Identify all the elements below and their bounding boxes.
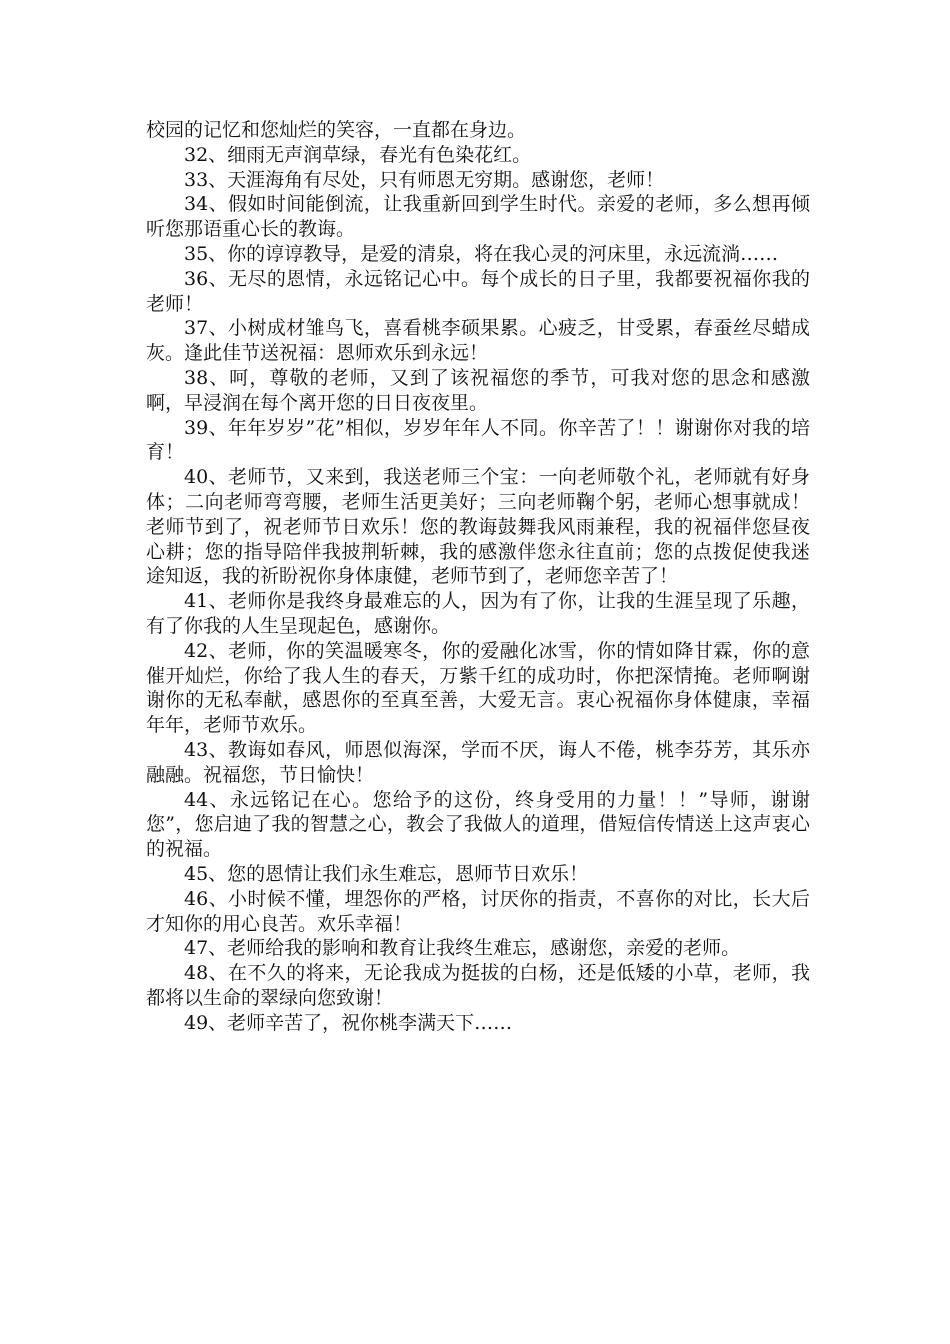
paragraph-43: 43、教诲如春风，师恩似海深，学而不厌，诲人不倦，桃李芬芳，其乐亦融融。祝福您，节日愉快！: [146, 738, 810, 786]
paragraph-41: 41、老师你是我终身最难忘的人，因为有了你，让我的生涯呈现了乐趣，有了你我的人生呈现起色，感谢你。: [146, 590, 810, 637]
paragraph-46: 46、小时候不懂，埋怨你的严格，讨厌你的指责，不喜你的对比，长大后才知你的用心良苦。欢乐幸福！: [146, 887, 810, 935]
paragraph-48: 48、在不久的将来，无论我成为挺拔的白杨，还是低矮的小草，老师，我都将以生命的翠绿向您致谢！: [146, 962, 810, 1009]
document-body: [146, 118, 810, 1035]
paragraph-49: 49、老师辛苦了，祝你桃李满天下……: [184, 1011, 513, 1034]
paragraph-34: 34、假如时间能倒流，让我重新回到学生时代。亲爱的老师，多么想再倾听您那语重心长的教诲。: [146, 193, 810, 241]
paragraph-42: 42、老师，你的笑温暖寒冬，你的爱融化冰雪，你的情如降甘霖，你的意催开灿烂，你给了我人生的春天，万紫千红的成功时，你把深情掩。老师啊谢谢你的无私奉献，感恩你的至真至善，大爱无言。衷心祝福你身体健康，幸福年年，老师节欢乐。: [146, 639, 810, 737]
paragraph-36: 36、无尽的恩情，永远铭记心中。每个成长的日子里，我都要祝福你我的老师！: [146, 267, 810, 315]
paragraph-continuation: 校园的记忆和您灿烂的笑容，一直都在身边。: [146, 119, 527, 141]
paragraph-32: 32、细雨无声润草绿，春光有色染花红。: [184, 143, 532, 166]
paragraph-38: 38、呵，尊敬的老师，又到了该祝福您的季节，可我对您的思念和感激啊，早浸润在每个离开您的日日夜夜里。: [146, 366, 810, 414]
paragraph-37: 37、小树成材雏鸟飞，喜看桃李硕果累。心疲乏，甘受累，春蚕丝尽蜡成灰。逢此佳节送祝福：恩师欢乐到永远！: [146, 317, 810, 365]
paragraph-45: 45、您的恩情让我们永生难忘，恩师节日欢乐！: [184, 862, 589, 885]
paragraph-47: 47、老师给我的影响和教育让我终生难忘，感谢您，亲爱的老师。: [184, 937, 741, 960]
paragraph-33: 33、天涯海角有尽处，只有师恩无穷期。感谢您，老师！: [184, 168, 665, 191]
paragraph-39: 39、年年岁岁”花”相似，岁岁年年人不同。你辛苦了！！谢谢你对我的培育！: [146, 416, 810, 464]
paragraph-35: 35、你的谆谆教导，是爱的清泉，将在我心灵的河床里，永远流淌……: [184, 242, 779, 265]
paragraph-40: 40、老师节，又来到，我送老师三个宝：一向老师敬个礼，老师就有好身体；二向老师弯弯腰，老师生活更美好；三向老师鞠个躬，老师心想事就成！老师节到了，祝老师节日欢乐！您的教诲鼓舞我风雨兼程，我的祝福伴您昼夜心耕；您的指导陪伴我披荆斩棘，我的感激伴您永往直前；您的点拨促使我迷途知返，我的祈盼祝你身体康健，老师节到了，老师您辛苦了！: [146, 466, 810, 588]
paragraph-44: 44、永远铭记在心。您给予的这份，终身受用的力量！！”导师，谢谢您”，您启迪了我的智慧之心，教会了我做人的道理，借短信传情送上这声衷心的祝福。: [146, 788, 810, 861]
